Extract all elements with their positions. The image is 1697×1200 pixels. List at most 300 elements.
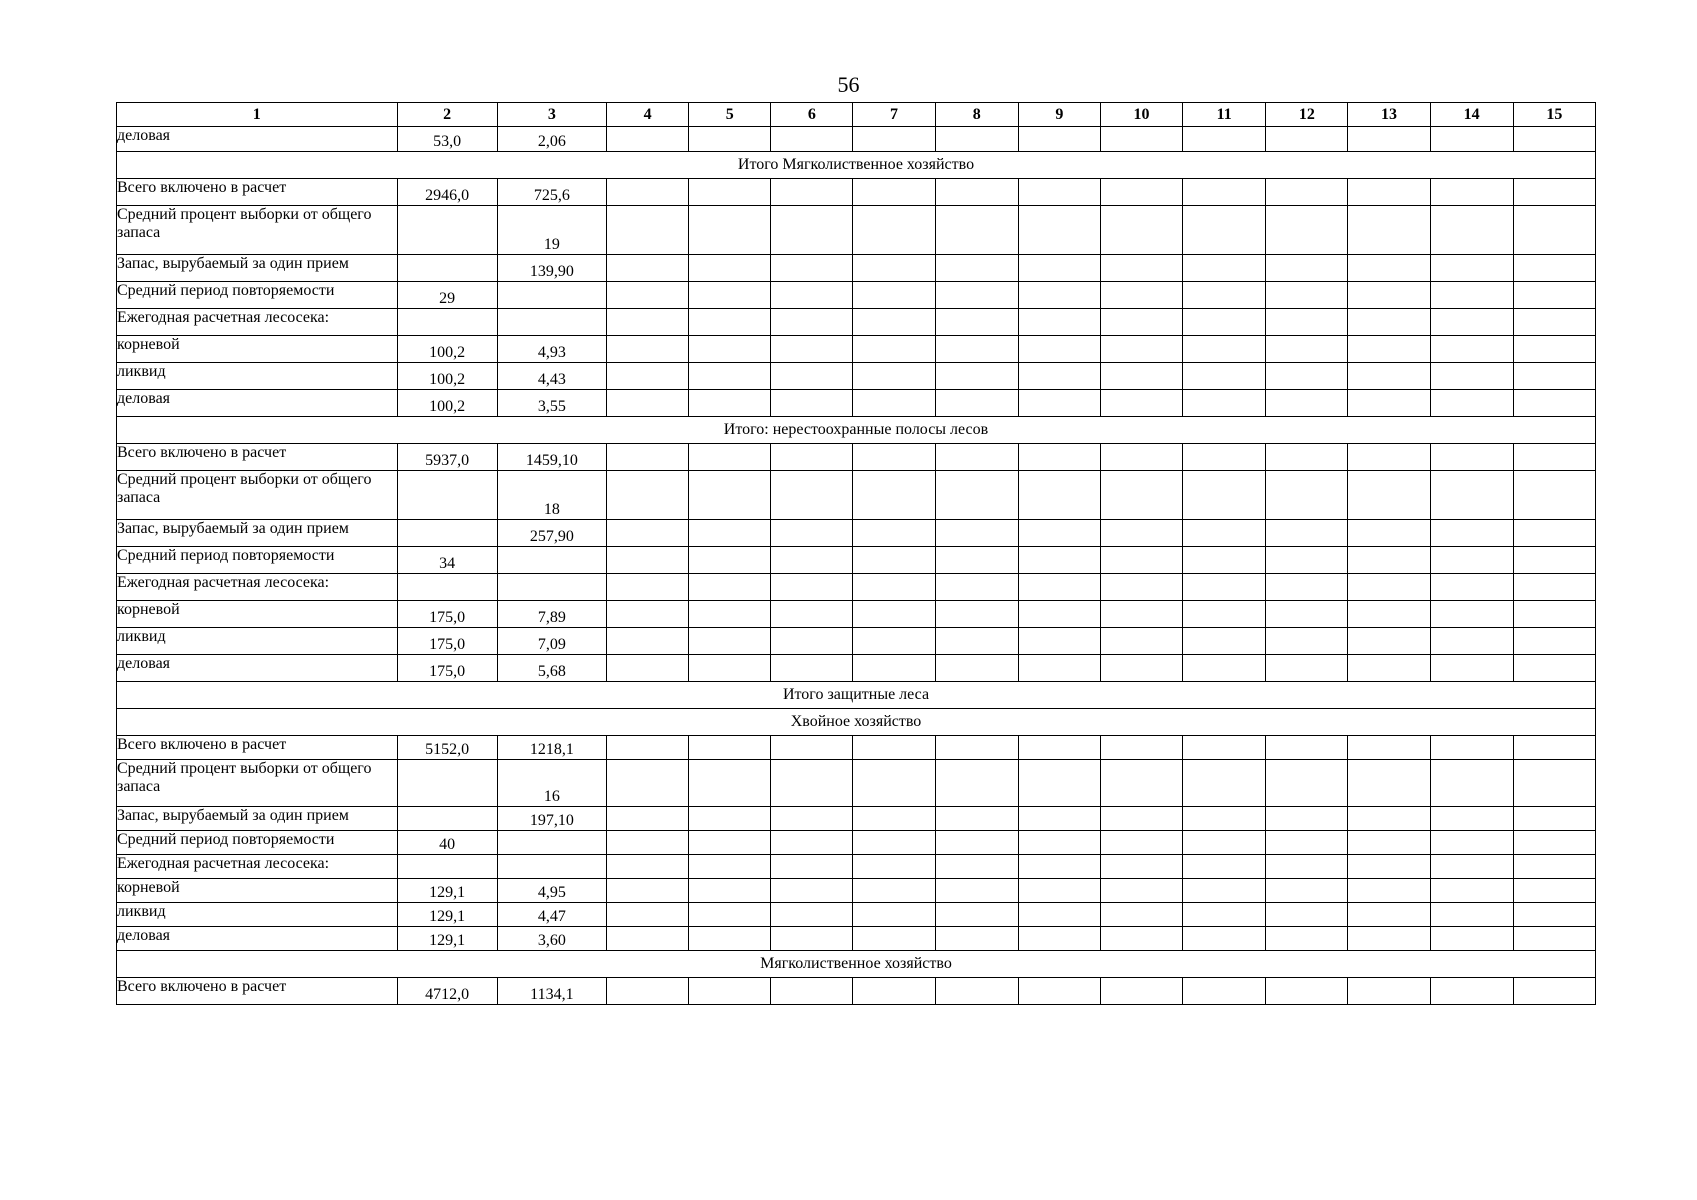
empty-cell xyxy=(1513,520,1595,547)
empty-cell xyxy=(935,628,1018,655)
empty-cell xyxy=(1100,282,1182,309)
empty-cell xyxy=(606,255,688,282)
empty-cell xyxy=(606,574,688,601)
value-cell: 4712,0 xyxy=(397,978,497,1005)
table-row xyxy=(117,471,1596,520)
empty-cell xyxy=(771,574,853,601)
table-row xyxy=(117,628,1596,655)
empty-cell xyxy=(1430,655,1513,682)
row-label: Средний период повторяемости xyxy=(117,282,398,309)
empty-cell xyxy=(689,309,771,336)
empty-cell xyxy=(1430,855,1513,879)
empty-cell xyxy=(1348,736,1430,760)
empty-cell xyxy=(853,574,935,601)
empty-cell xyxy=(1018,927,1100,951)
empty-cell xyxy=(1183,255,1266,282)
empty-cell xyxy=(1513,282,1595,309)
empty-cell xyxy=(606,760,688,807)
empty-cell xyxy=(1266,336,1348,363)
empty-cell xyxy=(771,879,853,903)
empty-cell xyxy=(1183,282,1266,309)
empty-cell xyxy=(689,471,771,520)
empty-cell xyxy=(689,206,771,255)
empty-cell xyxy=(1266,855,1348,879)
empty-cell xyxy=(771,978,853,1005)
column-header: 8 xyxy=(935,103,1018,127)
row-label: Средний процент выборки от общего запаса xyxy=(117,206,398,255)
empty-cell xyxy=(853,601,935,628)
row-label: Средний процент выборки от общего запаса xyxy=(117,471,398,520)
empty-cell xyxy=(1513,903,1595,927)
empty-cell xyxy=(606,471,688,520)
empty-cell xyxy=(1100,547,1182,574)
empty-cell xyxy=(935,831,1018,855)
row-label: Ежегодная расчетная лесосека: xyxy=(117,855,398,879)
empty-cell xyxy=(1513,363,1595,390)
table-row xyxy=(117,444,1596,471)
empty-cell xyxy=(606,520,688,547)
empty-cell xyxy=(1430,127,1513,152)
forest-calculation-table xyxy=(116,102,1596,1005)
empty-cell xyxy=(853,336,935,363)
empty-cell xyxy=(1183,206,1266,255)
empty-cell xyxy=(1018,879,1100,903)
empty-cell xyxy=(1183,471,1266,520)
value-cell: 19 xyxy=(497,206,606,255)
empty-cell xyxy=(1348,601,1430,628)
empty-cell xyxy=(853,978,935,1005)
empty-cell xyxy=(853,760,935,807)
empty-cell xyxy=(689,927,771,951)
empty-cell xyxy=(1100,879,1182,903)
empty-cell xyxy=(1018,520,1100,547)
empty-cell xyxy=(689,879,771,903)
row-label: Средний период повторяемости xyxy=(117,547,398,574)
empty-cell xyxy=(606,855,688,879)
empty-cell xyxy=(606,127,688,152)
empty-cell xyxy=(606,282,688,309)
empty-cell xyxy=(1430,628,1513,655)
empty-cell xyxy=(935,903,1018,927)
empty-cell xyxy=(935,309,1018,336)
empty-cell xyxy=(771,255,853,282)
empty-cell xyxy=(853,444,935,471)
empty-cell xyxy=(935,879,1018,903)
value-cell: 2946,0 xyxy=(397,179,497,206)
row-label: Ежегодная расчетная лесосека: xyxy=(117,309,398,336)
empty-cell xyxy=(1100,336,1182,363)
empty-cell xyxy=(606,879,688,903)
empty-cell xyxy=(935,363,1018,390)
column-header: 11 xyxy=(1183,103,1266,127)
section-header-row xyxy=(117,951,1596,978)
empty-cell xyxy=(1348,807,1430,831)
empty-cell xyxy=(606,655,688,682)
row-label: ликвид xyxy=(117,628,398,655)
column-header: 3 xyxy=(497,103,606,127)
empty-cell xyxy=(1100,736,1182,760)
row-label: Ежегодная расчетная лесосека: xyxy=(117,574,398,601)
section-title: Итого защитные леса xyxy=(117,682,1596,709)
empty-cell xyxy=(1018,807,1100,831)
empty-cell xyxy=(1100,831,1182,855)
empty-cell xyxy=(1348,520,1430,547)
empty-cell xyxy=(1513,574,1595,601)
empty-cell xyxy=(1100,601,1182,628)
empty-cell xyxy=(689,831,771,855)
empty-cell xyxy=(1513,655,1595,682)
empty-cell xyxy=(935,855,1018,879)
empty-cell xyxy=(1266,760,1348,807)
empty-cell xyxy=(1018,547,1100,574)
empty-cell xyxy=(606,978,688,1005)
column-header: 12 xyxy=(1266,103,1348,127)
empty-cell xyxy=(1348,547,1430,574)
empty-cell xyxy=(689,179,771,206)
empty-cell xyxy=(1183,601,1266,628)
empty-cell xyxy=(771,855,853,879)
empty-cell xyxy=(606,831,688,855)
empty-cell xyxy=(1266,655,1348,682)
value-cell xyxy=(397,206,497,255)
empty-cell xyxy=(1430,363,1513,390)
empty-cell xyxy=(1513,760,1595,807)
empty-cell xyxy=(1513,807,1595,831)
value-cell: 175,0 xyxy=(397,628,497,655)
empty-cell xyxy=(689,444,771,471)
table-row xyxy=(117,978,1596,1005)
empty-cell xyxy=(606,363,688,390)
empty-cell xyxy=(935,255,1018,282)
empty-cell xyxy=(1430,255,1513,282)
table-row xyxy=(117,127,1596,152)
empty-cell xyxy=(935,206,1018,255)
empty-cell xyxy=(689,255,771,282)
empty-cell xyxy=(689,390,771,417)
empty-cell xyxy=(1100,927,1182,951)
empty-cell xyxy=(853,206,935,255)
empty-cell xyxy=(689,520,771,547)
empty-cell xyxy=(1100,179,1182,206)
empty-cell xyxy=(689,574,771,601)
table-row xyxy=(117,336,1596,363)
empty-cell xyxy=(1348,471,1430,520)
empty-cell xyxy=(1018,363,1100,390)
empty-cell xyxy=(1513,601,1595,628)
empty-cell xyxy=(1018,127,1100,152)
empty-cell xyxy=(1430,390,1513,417)
value-cell: 139,90 xyxy=(497,255,606,282)
empty-cell xyxy=(935,127,1018,152)
empty-cell xyxy=(1513,206,1595,255)
table-row xyxy=(117,831,1596,855)
value-cell: 4,93 xyxy=(497,336,606,363)
empty-cell xyxy=(853,309,935,336)
empty-cell xyxy=(606,601,688,628)
column-header: 2 xyxy=(397,103,497,127)
empty-cell xyxy=(1348,879,1430,903)
table-row xyxy=(117,760,1596,807)
empty-cell xyxy=(1100,390,1182,417)
empty-cell xyxy=(771,520,853,547)
table-row xyxy=(117,179,1596,206)
empty-cell xyxy=(1183,807,1266,831)
value-cell xyxy=(397,520,497,547)
value-cell: 197,10 xyxy=(497,807,606,831)
section-title: Итого: нерестоохранные полосы лесов xyxy=(117,417,1596,444)
empty-cell xyxy=(1183,903,1266,927)
empty-cell xyxy=(853,363,935,390)
empty-cell xyxy=(1183,760,1266,807)
empty-cell xyxy=(1100,309,1182,336)
section-header-row xyxy=(117,709,1596,736)
value-cell xyxy=(397,807,497,831)
empty-cell xyxy=(1266,444,1348,471)
row-label: Запас, вырубаемый за один прием xyxy=(117,807,398,831)
section-header-row xyxy=(117,152,1596,179)
column-header: 9 xyxy=(1018,103,1100,127)
value-cell: 40 xyxy=(397,831,497,855)
section-title: Хвойное хозяйство xyxy=(117,709,1596,736)
table-row xyxy=(117,363,1596,390)
empty-cell xyxy=(1100,206,1182,255)
row-label: корневой xyxy=(117,879,398,903)
table-row xyxy=(117,547,1596,574)
empty-cell xyxy=(689,760,771,807)
column-header: 4 xyxy=(606,103,688,127)
table-row xyxy=(117,927,1596,951)
column-header: 6 xyxy=(771,103,853,127)
value-cell: 29 xyxy=(397,282,497,309)
row-label: Запас, вырубаемый за один прием xyxy=(117,520,398,547)
empty-cell xyxy=(1018,903,1100,927)
table-row xyxy=(117,879,1596,903)
empty-cell xyxy=(1183,363,1266,390)
empty-cell xyxy=(935,547,1018,574)
empty-cell xyxy=(935,390,1018,417)
column-header: 5 xyxy=(689,103,771,127)
section-title: Мягколиственное хозяйство xyxy=(117,951,1596,978)
empty-cell xyxy=(1018,444,1100,471)
row-label: Запас, вырубаемый за один прием xyxy=(117,255,398,282)
empty-cell xyxy=(1183,879,1266,903)
empty-cell xyxy=(1018,390,1100,417)
empty-cell xyxy=(606,736,688,760)
value-cell: 129,1 xyxy=(397,879,497,903)
empty-cell xyxy=(1430,547,1513,574)
empty-cell xyxy=(771,206,853,255)
table-row xyxy=(117,807,1596,831)
empty-cell xyxy=(1348,309,1430,336)
section-title: Итого Мягколиственное хозяйство xyxy=(117,152,1596,179)
empty-cell xyxy=(1018,255,1100,282)
empty-cell xyxy=(689,978,771,1005)
empty-cell xyxy=(1100,628,1182,655)
empty-cell xyxy=(1183,574,1266,601)
empty-cell xyxy=(853,736,935,760)
empty-cell xyxy=(1513,879,1595,903)
empty-cell xyxy=(606,179,688,206)
empty-cell xyxy=(1430,471,1513,520)
empty-cell xyxy=(1513,927,1595,951)
empty-cell xyxy=(1348,206,1430,255)
empty-cell xyxy=(1018,628,1100,655)
empty-cell xyxy=(1100,978,1182,1005)
row-label: Всего включено в расчет xyxy=(117,736,398,760)
empty-cell xyxy=(1183,336,1266,363)
empty-cell xyxy=(771,282,853,309)
value-cell: 4,43 xyxy=(497,363,606,390)
empty-cell xyxy=(1100,471,1182,520)
empty-cell xyxy=(1266,520,1348,547)
empty-cell xyxy=(1018,855,1100,879)
empty-cell xyxy=(853,390,935,417)
empty-cell xyxy=(1183,179,1266,206)
row-label: Средний период повторяемости xyxy=(117,831,398,855)
empty-cell xyxy=(771,903,853,927)
empty-cell xyxy=(1183,309,1266,336)
empty-cell xyxy=(935,574,1018,601)
empty-cell xyxy=(1266,282,1348,309)
row-label: деловая xyxy=(117,127,398,152)
empty-cell xyxy=(1348,655,1430,682)
value-cell xyxy=(397,760,497,807)
empty-cell xyxy=(1430,736,1513,760)
empty-cell xyxy=(1348,855,1430,879)
empty-cell xyxy=(1266,471,1348,520)
value-cell: 100,2 xyxy=(397,390,497,417)
value-cell: 1134,1 xyxy=(497,978,606,1005)
value-cell: 4,47 xyxy=(497,903,606,927)
empty-cell xyxy=(935,179,1018,206)
empty-cell xyxy=(853,855,935,879)
empty-cell xyxy=(935,736,1018,760)
value-cell: 3,55 xyxy=(497,390,606,417)
empty-cell xyxy=(1348,927,1430,951)
empty-cell xyxy=(1430,520,1513,547)
empty-cell xyxy=(1513,978,1595,1005)
empty-cell xyxy=(1348,282,1430,309)
table-row xyxy=(117,309,1596,336)
empty-cell xyxy=(1513,831,1595,855)
value-cell: 725,6 xyxy=(497,179,606,206)
empty-cell xyxy=(1430,879,1513,903)
empty-cell xyxy=(853,127,935,152)
empty-cell xyxy=(606,547,688,574)
empty-cell xyxy=(1348,628,1430,655)
value-cell: 4,95 xyxy=(497,879,606,903)
table-row xyxy=(117,282,1596,309)
empty-cell xyxy=(853,179,935,206)
empty-cell xyxy=(771,927,853,951)
empty-cell xyxy=(771,127,853,152)
value-cell: 175,0 xyxy=(397,601,497,628)
empty-cell xyxy=(1100,655,1182,682)
empty-cell xyxy=(1183,927,1266,951)
empty-cell xyxy=(1348,255,1430,282)
empty-cell xyxy=(1513,444,1595,471)
empty-cell xyxy=(1018,736,1100,760)
empty-cell xyxy=(1266,547,1348,574)
value-cell: 7,09 xyxy=(497,628,606,655)
value-cell: 5,68 xyxy=(497,655,606,682)
empty-cell xyxy=(1266,206,1348,255)
row-label: Всего включено в расчет xyxy=(117,978,398,1005)
empty-cell xyxy=(1018,309,1100,336)
empty-cell xyxy=(1266,127,1348,152)
column-header: 15 xyxy=(1513,103,1595,127)
empty-cell xyxy=(689,855,771,879)
empty-cell xyxy=(1183,736,1266,760)
empty-cell xyxy=(853,903,935,927)
empty-cell xyxy=(771,444,853,471)
empty-cell xyxy=(1513,736,1595,760)
section-header-row xyxy=(117,682,1596,709)
empty-cell xyxy=(606,927,688,951)
empty-cell xyxy=(1183,831,1266,855)
empty-cell xyxy=(1430,807,1513,831)
row-label: корневой xyxy=(117,336,398,363)
empty-cell xyxy=(1266,903,1348,927)
column-header: 10 xyxy=(1100,103,1182,127)
column-header: 14 xyxy=(1430,103,1513,127)
empty-cell xyxy=(853,831,935,855)
row-label: Всего включено в расчет xyxy=(117,179,398,206)
value-cell: 7,89 xyxy=(497,601,606,628)
empty-cell xyxy=(1266,927,1348,951)
table-body xyxy=(117,127,1596,1005)
empty-cell xyxy=(1183,444,1266,471)
empty-cell xyxy=(771,831,853,855)
empty-cell xyxy=(1513,628,1595,655)
empty-cell xyxy=(1430,903,1513,927)
empty-cell xyxy=(935,601,1018,628)
value-cell: 129,1 xyxy=(397,927,497,951)
empty-cell xyxy=(771,655,853,682)
column-header: 1 xyxy=(117,103,398,127)
empty-cell xyxy=(1513,255,1595,282)
value-cell: 100,2 xyxy=(397,336,497,363)
empty-cell xyxy=(1266,255,1348,282)
empty-cell xyxy=(1348,444,1430,471)
table-row xyxy=(117,736,1596,760)
empty-cell xyxy=(935,336,1018,363)
empty-cell xyxy=(1100,363,1182,390)
empty-cell xyxy=(771,628,853,655)
empty-cell xyxy=(1348,363,1430,390)
table-row xyxy=(117,520,1596,547)
empty-cell xyxy=(771,179,853,206)
value-cell xyxy=(497,574,606,601)
value-cell: 100,2 xyxy=(397,363,497,390)
empty-cell xyxy=(1430,282,1513,309)
value-cell xyxy=(397,471,497,520)
row-label: деловая xyxy=(117,390,398,417)
empty-cell xyxy=(1513,127,1595,152)
empty-cell xyxy=(1430,760,1513,807)
empty-cell xyxy=(1018,179,1100,206)
empty-cell xyxy=(1183,855,1266,879)
empty-cell xyxy=(1348,390,1430,417)
empty-cell xyxy=(1183,127,1266,152)
empty-cell xyxy=(1348,903,1430,927)
empty-cell xyxy=(689,601,771,628)
empty-cell xyxy=(935,444,1018,471)
empty-cell xyxy=(771,336,853,363)
empty-cell xyxy=(853,520,935,547)
empty-cell xyxy=(1430,206,1513,255)
value-cell xyxy=(497,547,606,574)
